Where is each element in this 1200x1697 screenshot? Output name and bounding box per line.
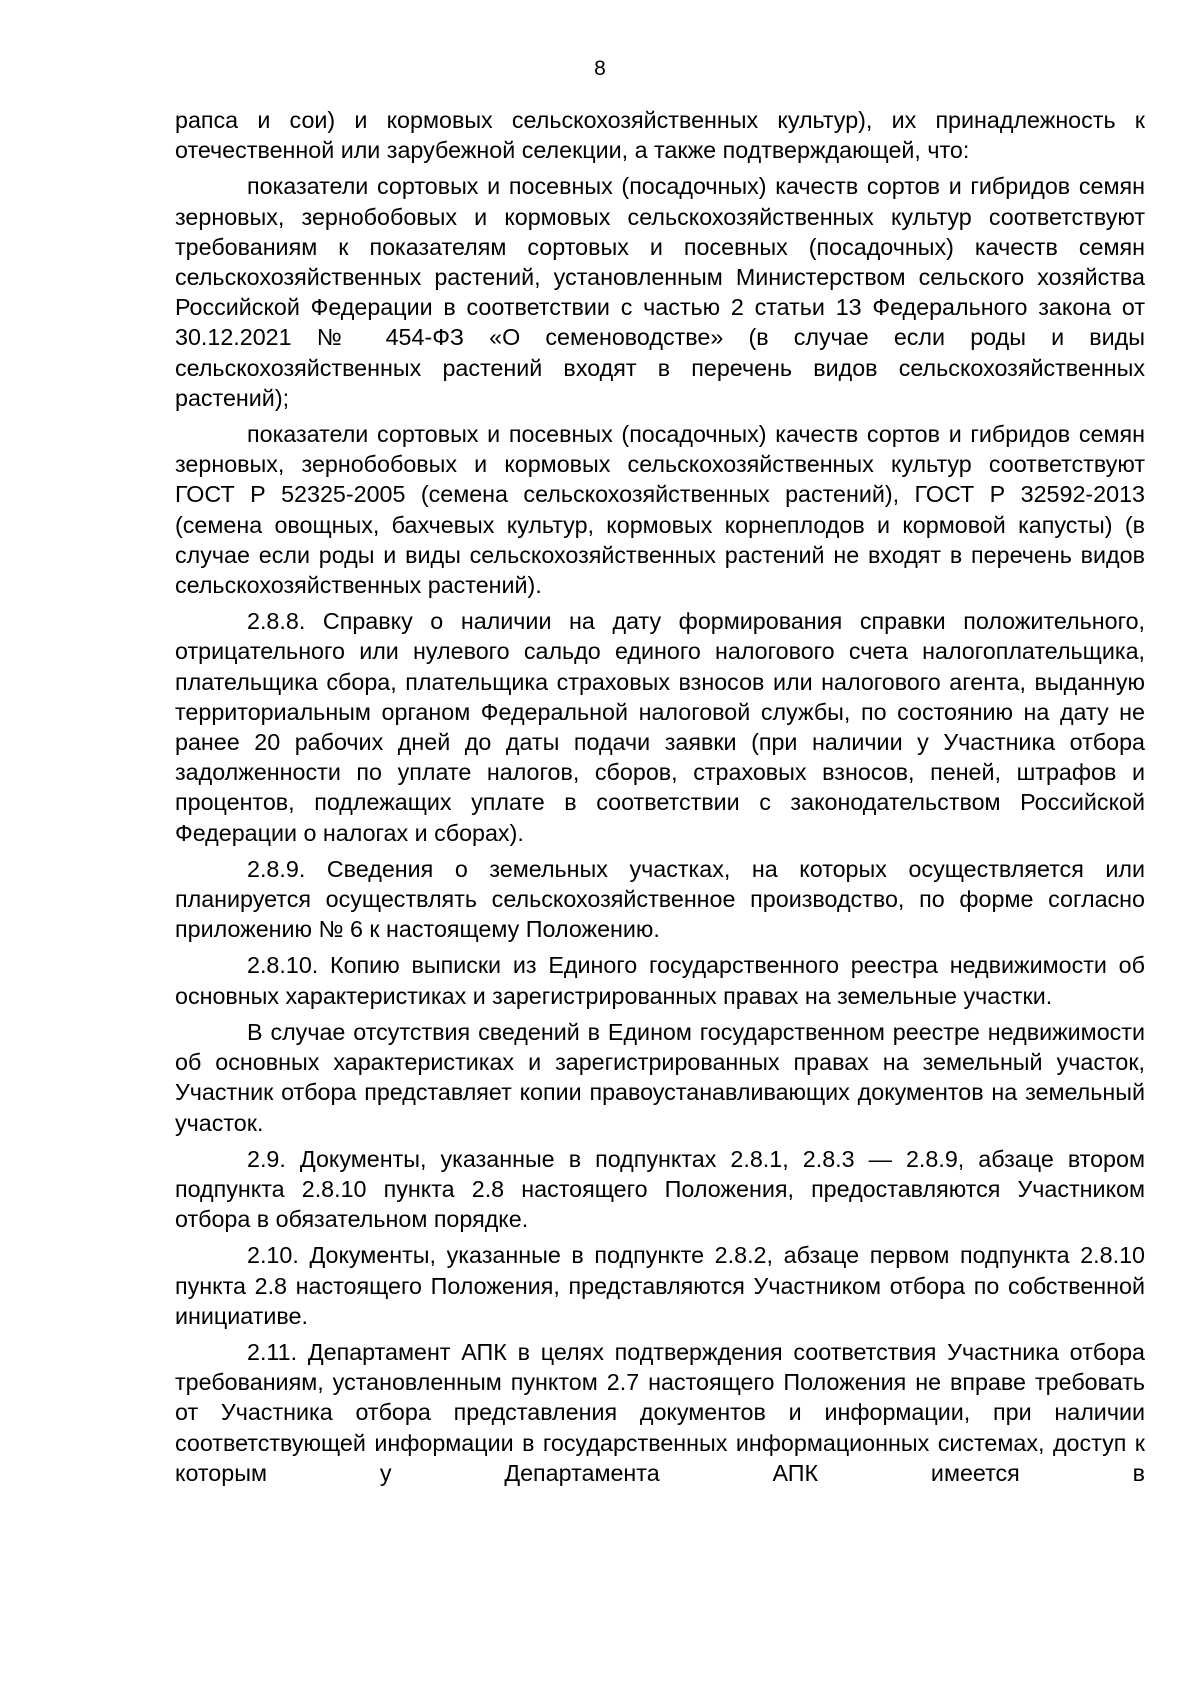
document-body	[175, 105, 1145, 1494]
paragraph: рапса и сои) и кормовых сельскохозяйственных культур), их принадлежность к отечественной или зарубежной селекции, а также подтверждающей, что:	[175, 107, 1145, 164]
page-number: 8	[594, 57, 606, 80]
paragraph: 2.9. Документы, указанные в подпунктах 2.8.1, 2.8.3 — 2.8.9, абзаце втором подпункта 2.8.10 пункта 2.8 настоящего Положения, предоставляются Участником отбора в обязательном порядке.	[175, 1145, 1145, 1233]
paragraph: 2.8.9. Сведения о земельных участках, на которых осуществляется или планируется осуществлять сельскохозяйственное производство, по форме согласно приложению № 6 к настоящему Положению.	[175, 855, 1145, 943]
paragraph: показатели сортовых и посевных (посадочных) качеств сортов и гибридов семян зерновых, зернобобовых и кормовых сельскохозяйственных культур соответствуют требованиям к показателям сортовых и посевных (посадочных) качеств семян сельскохозяйственных растений, установленным Министерством сельского хозяйства Российской Федерации в соответствии с частью 2 статьи 13 Федерального закона от 30.12.2021 № 454-ФЗ «О семеноводстве» (в случае если роды и виды сельскохозяйственных растений входят в перечень видов сельскохозяйственных растений);	[175, 173, 1145, 411]
paragraph: 2.8.10. Копию выписки из Единого государственного реестра недвижимости об основных характеристиках и зарегистрированных правах на земельные участки.	[175, 952, 1145, 1009]
paragraph: 2.11. Департамент АПК в целях подтверждения соответствия Участника отбора требованиям, установленным пунктом 2.7 настоящего Положения не вправе требовать от Участника отбора представления документов и информации, при наличии соответствующей информации в государственных информационных системах, доступ к которым у Департамента АПК имеется в	[175, 1338, 1145, 1486]
paragraph: показатели сортовых и посевных (посадочных) качеств сортов и гибридов семян зерновых, зернобобовых и кормовых сельскохозяйственных культур соответствуют ГОСТ Р 52325-2005 (семена сельскохозяйственных растений), ГОСТ Р 32592-2013 (семена овощных, бахчевых культур, кормовых корнеплодов и кормовой капусты) (в случае если роды и виды сельскохозяйственных растений не входят в перечень видов сельскохозяйственных растений).	[175, 421, 1145, 599]
paragraph: В случае отсутствия сведений в Едином государственном реестре недвижимости об основных характеристиках и зарегистрированных правах на земельный участок, Участник отбора представляет копии правоустанавливающих документов на земельный участок.	[175, 1018, 1145, 1136]
paragraph: 2.10. Документы, указанные в подпункте 2.8.2, абзаце первом подпункта 2.8.10 пункта 2.8 настоящего Положения, представляются Участником отбора по собственной инициативе.	[175, 1242, 1145, 1329]
paragraph: 2.8.8. Справку о наличии на дату формирования справки положительного, отрицательного или нулевого сальдо единого налогового счета налогоплательщика, плательщика сбора, плательщика страховых взносов или налогового агента, выданную территориальным органом Федеральной налоговой службы, по состоянию на дату не ранее 20 рабочих дней до даты подачи заявки (при наличии у Участника отбора задолженности по уплате налогов, сборов, страховых взносов, пеней, штрафов и процентов, подлежащих уплате в соответствии с законодательством Российской Федерации о налогах и сборах).	[175, 608, 1145, 846]
